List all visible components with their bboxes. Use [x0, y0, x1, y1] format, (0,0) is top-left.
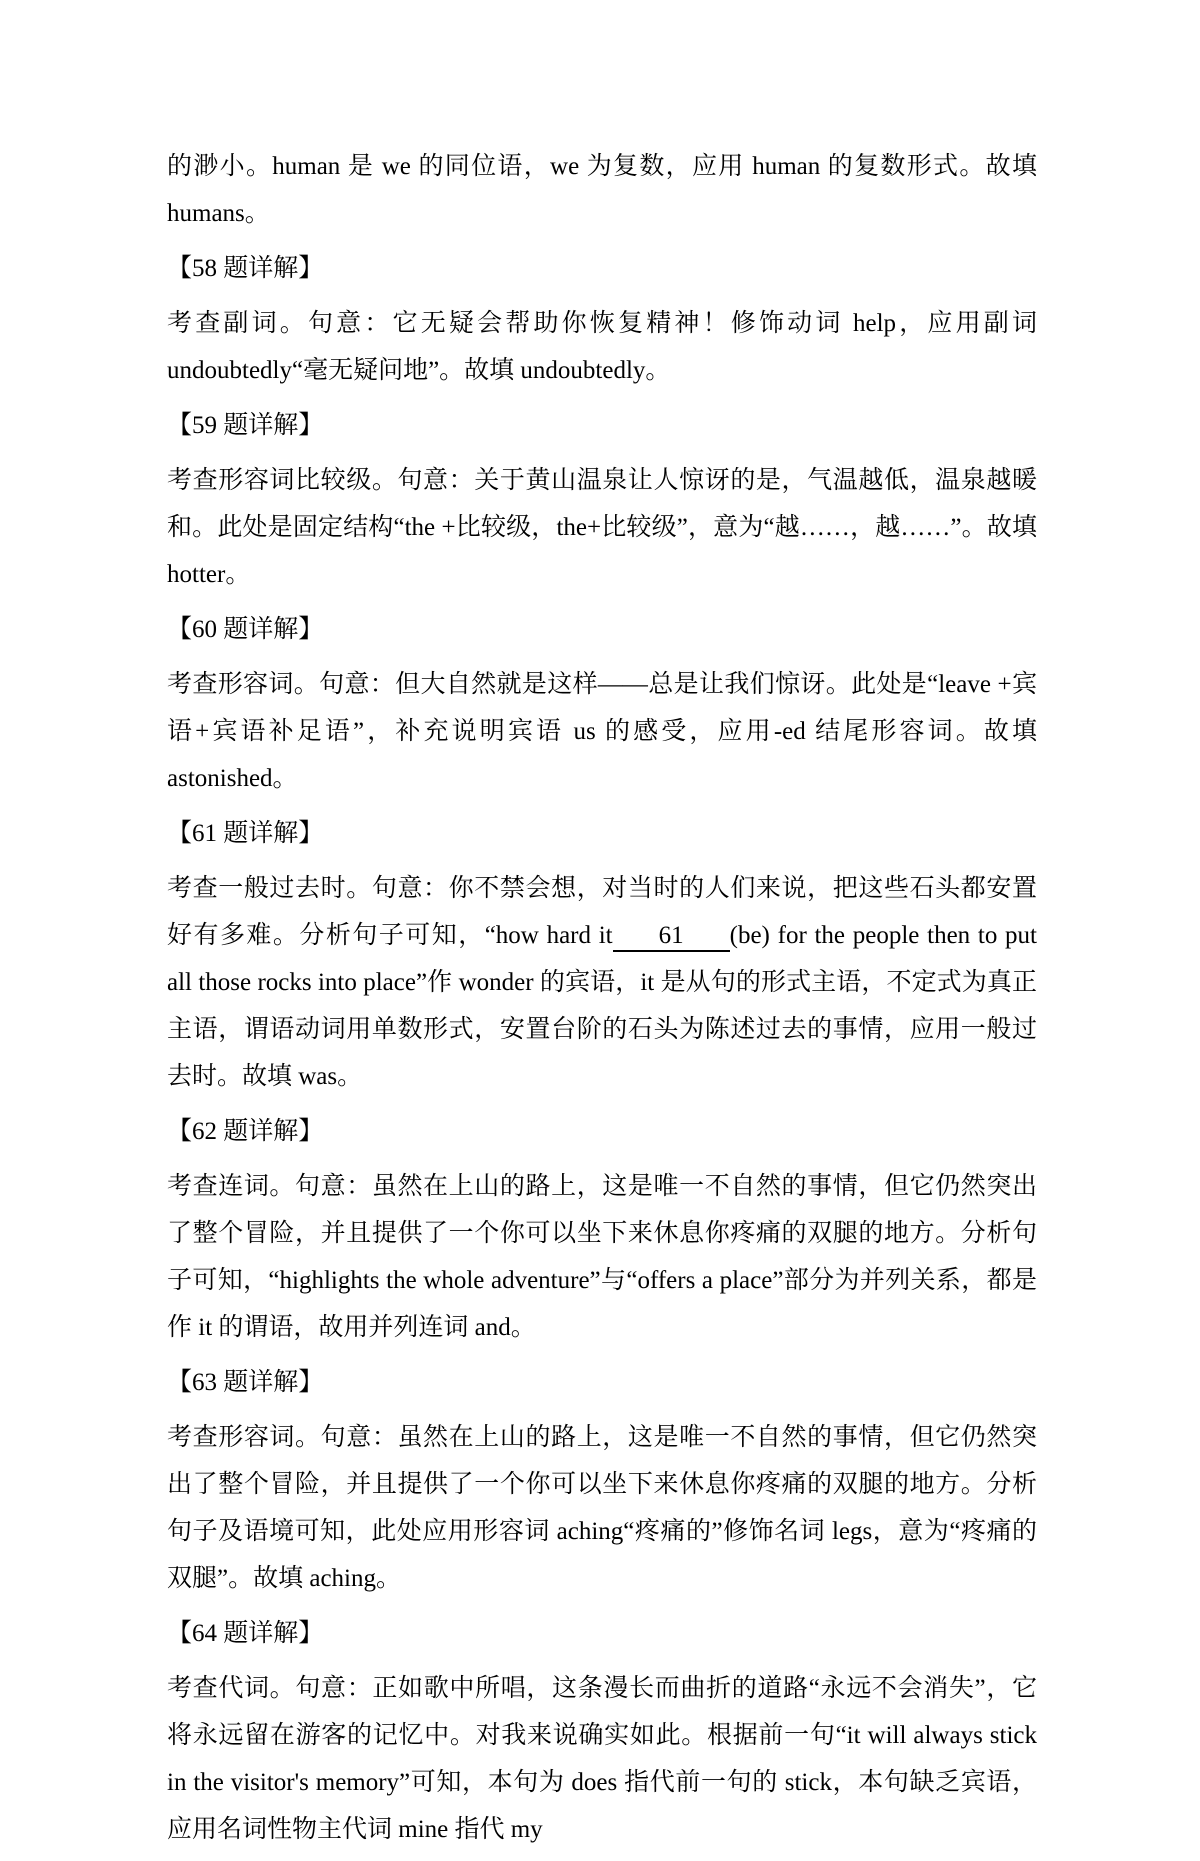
paragraph-q64-explanation: 考查代词。句意：正如歌中所唱，这条漫长而曲折的道路“永远不会消失”，它将永远留在游客的记忆中。对我来说确实如此。根据前一句“it will always stick in the visitor's memory”可知，本句为 does 指代前一句的 stick，本句缺乏宾语，应用名词性物主代词 mine 指代 my [167, 1675, 1037, 1843]
heading-q61: 【61 题详解】 [167, 820, 324, 847]
paragraph-q60-explanation: 考查形容词。句意：但大自然就是这样——总是让我们惊讶。此处是“leave +宾语+宾语补足语”，补充说明宾语 us 的感受，应用-ed 结尾形容词。故填 astonished。 [167, 671, 1037, 792]
paragraph-q61-explanation [167, 865, 1037, 1100]
heading-q59: 【59 题详解】 [167, 412, 324, 439]
heading-q62: 【62 题详解】 [167, 1118, 324, 1145]
q61-text-before-blank: 考查一般过去时。句意：你不禁会想，对当时的人们来说，把这些石头都安置好有多难。分析句子可知，“how hard it [167, 875, 1037, 949]
heading-q60: 【60 题详解】 [167, 616, 324, 643]
heading-q58: 【58 题详解】 [167, 255, 324, 282]
paragraph-q59-explanation: 考查形容词比较级。句意：关于黄山温泉让人惊讶的是，气温越低，温泉越暖和。此处是固定结构“the +比较级，the+比较级”，意为“越……，越……”。故填 hotter。 [167, 467, 1037, 588]
paragraph-q62-explanation: 考查连词。句意：虽然在上山的路上，这是唯一不自然的事情，但它仍然突出了整个冒险，并且提供了一个你可以坐下来休息你疼痛的双腿的地方。分析句子可知，“highlights the whole adventure”与“offers a place”部分为并列关系，都是作 it 的谓语，故用并列连词 and。 [167, 1173, 1037, 1341]
paragraph-q57-continuation: 的渺小。human 是 we 的同位语，we 为复数，应用 human 的复数形式。故填 humans。 [167, 153, 1037, 227]
heading-q63: 【63 题详解】 [167, 1369, 324, 1396]
paragraph-q63-explanation: 考查形容词。句意：虽然在上山的路上，这是唯一不自然的事情，但它仍然突出了整个冒险，并且提供了一个你可以坐下来休息你疼痛的双腿的地方。分析句子及语境可知，此处应用形容词 aching“疼痛的”修饰名词 legs，意为“疼痛的双腿”。故填 aching。 [167, 1424, 1037, 1592]
paragraph-q58-explanation: 考查副词。句意：它无疑会帮助你恢复精神！修饰动词 help，应用副词 undoubtedly“毫无疑问地”。故填 undoubtedly。 [167, 310, 1037, 384]
heading-q64: 【64 题详解】 [167, 1620, 324, 1647]
document-page [167, 143, 1037, 1861]
q61-text-after-blank: (be) for the people then to put all those rocks into place”作 wonder 的宾语，it 是从句的形式主语，不定式为真正主语，谓语动词用单数形式，安置台阶的石头为陈述过去的事情，应用一般过去时。故填 was。 [167, 922, 1038, 1090]
q61-fill-blank-underline: 61 [613, 921, 730, 952]
